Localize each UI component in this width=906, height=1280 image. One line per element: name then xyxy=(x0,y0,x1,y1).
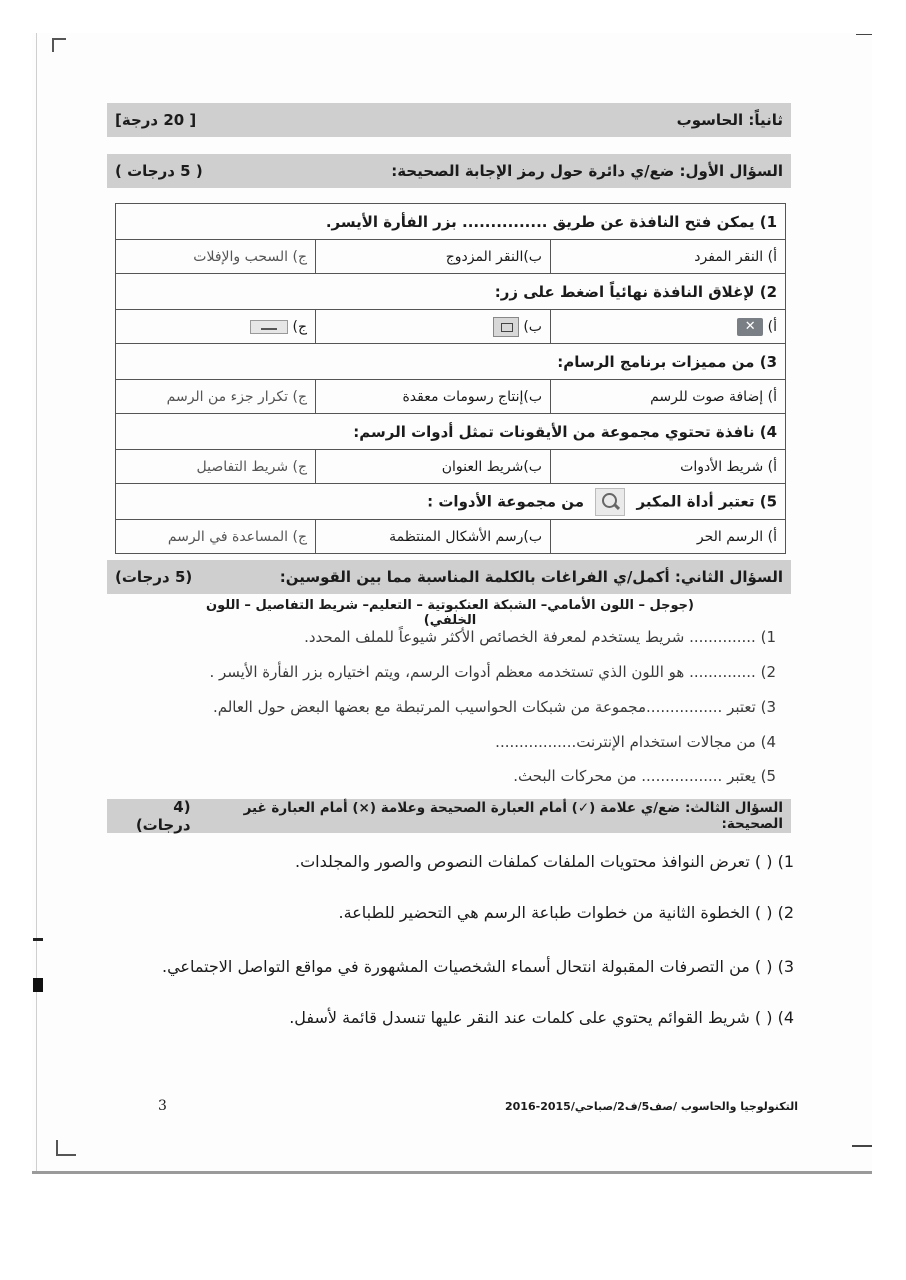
q1-item-2-option-a-label: أ) xyxy=(767,318,777,335)
q1-item-5-option-a: أ) الرسم الحر xyxy=(551,520,786,554)
q1-item-5-option-b: ب)رسم الأشكال المنتظمة xyxy=(316,520,551,554)
section-points: [ 20 درجة] xyxy=(115,111,197,129)
q1-item-2-stem: 2) لإغلاق النافذة نهائياً اضغط على زر: xyxy=(116,274,786,310)
q1-item-1-option-b: ب)النقر المزدوج xyxy=(316,240,551,274)
close-window-icon: ✕ xyxy=(737,318,763,336)
q1-item-3-option-a: أ) إضافة صوت للرسم xyxy=(551,380,786,414)
scan-mark-left-1 xyxy=(33,938,43,941)
q1-item-5-stem-before: 5) تعتبر أداة المكبر xyxy=(636,492,777,510)
q3-item-1: 1) ( ) تعرض النوافذ محتويات الملفات كملفات النصوص والصور والمجلدات. xyxy=(295,852,794,871)
q1-item-1-option-a: أ) النقر المفرد xyxy=(551,240,786,274)
q3-item-3: 3) ( ) من التصرفات المقبولة انتحال أسماء الشخصيات المشهورة في مواقع التواصل الاجتماعي. xyxy=(161,957,794,976)
q2-word-bank: (جوجل – اللون الأمامي– الشبكة العنكبوتية – التعليم– شريط التفاصيل – اللون الخلفي) xyxy=(206,598,694,628)
scan-mark-top-right xyxy=(856,34,872,35)
q1-item-2-option-b xyxy=(316,310,551,344)
q1-item-3-option-b: ب)إنتاج رسومات معقدة xyxy=(316,380,551,414)
q2-item-4: 4) من مجالات استخدام الإنترنت................. xyxy=(495,733,776,751)
crop-mark-bottom-left xyxy=(56,1140,76,1156)
q1-item-4-stem: 4) نافذة تحتوي مجموعة من الأيقونات تمثل أدوات الرسم: xyxy=(116,414,786,450)
magnifier-icon xyxy=(595,488,625,516)
q3-item-4: 4) ( ) شريط القوائم يحتوي على كلمات عند النقر عليها تنسدل قائمة لأسفل. xyxy=(289,1008,794,1027)
q1-item-3-stem: 3) من مميزات برنامج الرسام: xyxy=(116,344,786,380)
q1-table xyxy=(115,203,786,554)
scan-mark-left-2 xyxy=(33,978,43,992)
maximize-window-icon xyxy=(493,317,519,337)
page-number: 3 xyxy=(158,1098,167,1114)
scan-mark-bottom-right xyxy=(852,1145,872,1147)
q1-item-4-option-c: ج) شريط التفاصيل xyxy=(116,450,316,484)
q1-points: ( 5 درجات ) xyxy=(115,162,203,180)
q1-title: السؤال الأول: ضع/ي دائرة حول رمز الإجابة الصحيحة: xyxy=(391,162,783,180)
section-title: ثانياً: الحاسوب xyxy=(676,111,783,129)
q1-item-2-option-b-label: ب) xyxy=(523,318,542,335)
q1-item-1-stem: 1) يمكن فتح النافذة عن طريق ............... بزر الفأرة الأيسر. xyxy=(116,204,786,240)
q1-item-1-option-c: ج) السحب والإفلات xyxy=(116,240,316,274)
footer-course: التكنولوجيا والحاسوب /صف5/ف2/صباحي/2015-2016 xyxy=(504,1100,798,1113)
scan-edge-bottom xyxy=(32,1171,872,1174)
q1-item-2-option-a xyxy=(551,310,786,344)
q2-item-5: 5) يعتبر ................. من محركات البحث. xyxy=(513,767,776,785)
q1-item-4-option-b: ب)شريط العنوان xyxy=(316,450,551,484)
q1-item-4-option-a: أ) شريط الأدوات xyxy=(551,450,786,484)
scan-edge-left xyxy=(36,33,37,1173)
q2-points: (5 درجات) xyxy=(115,568,193,586)
q3-title: السؤال الثالث: ضع/ي علامة (✓) أمام العبارة الصحيحة وعلامة (×) أمام العبارة غير الصحيحة: xyxy=(243,800,783,832)
q2-item-1: 1) .............. شريط يستخدم لمعرفة الخصائص الأكثر شيوعاً للملف المحدد. xyxy=(304,628,776,646)
q2-title: السؤال الثاني: أكمل/ي الفراغات بالكلمة المناسبة مما بين القوسين: xyxy=(279,568,783,586)
q3-item-2: 2) ( ) الخطوة الثانية من خطوات طباعة الرسم هي التحضير للطباعة. xyxy=(338,903,794,922)
q1-item-3-option-c: ج) تكرار جزء من الرسم xyxy=(116,380,316,414)
section-header xyxy=(107,103,791,137)
q1-item-2-option-c-label: ج) xyxy=(292,318,307,335)
q2-item-2: 2) .............. هو اللون الذي تستخدمه معظم أدوات الرسم، ويتم اختياره بزر الفأرة الأيسر . xyxy=(209,663,776,681)
minimize-window-icon xyxy=(250,320,288,334)
q2-item-3: 3) تعتبر ................مجموعة من شبكات الحواسيب المرتبطة مع بعضها البعض حول العالم. xyxy=(212,698,776,716)
q3-points: (4 درجات) xyxy=(135,798,191,834)
q1-item-5-stem xyxy=(116,484,786,520)
q1-header xyxy=(107,154,791,188)
crop-mark-top-left xyxy=(52,38,66,52)
q1-item-2-option-c xyxy=(116,310,316,344)
q2-header xyxy=(107,560,791,594)
q1-item-5-option-c: ج) المساعدة في الرسم xyxy=(116,520,316,554)
q1-item-5-stem-after: من مجموعة الأدوات : xyxy=(427,492,585,510)
q3-header xyxy=(107,799,791,833)
